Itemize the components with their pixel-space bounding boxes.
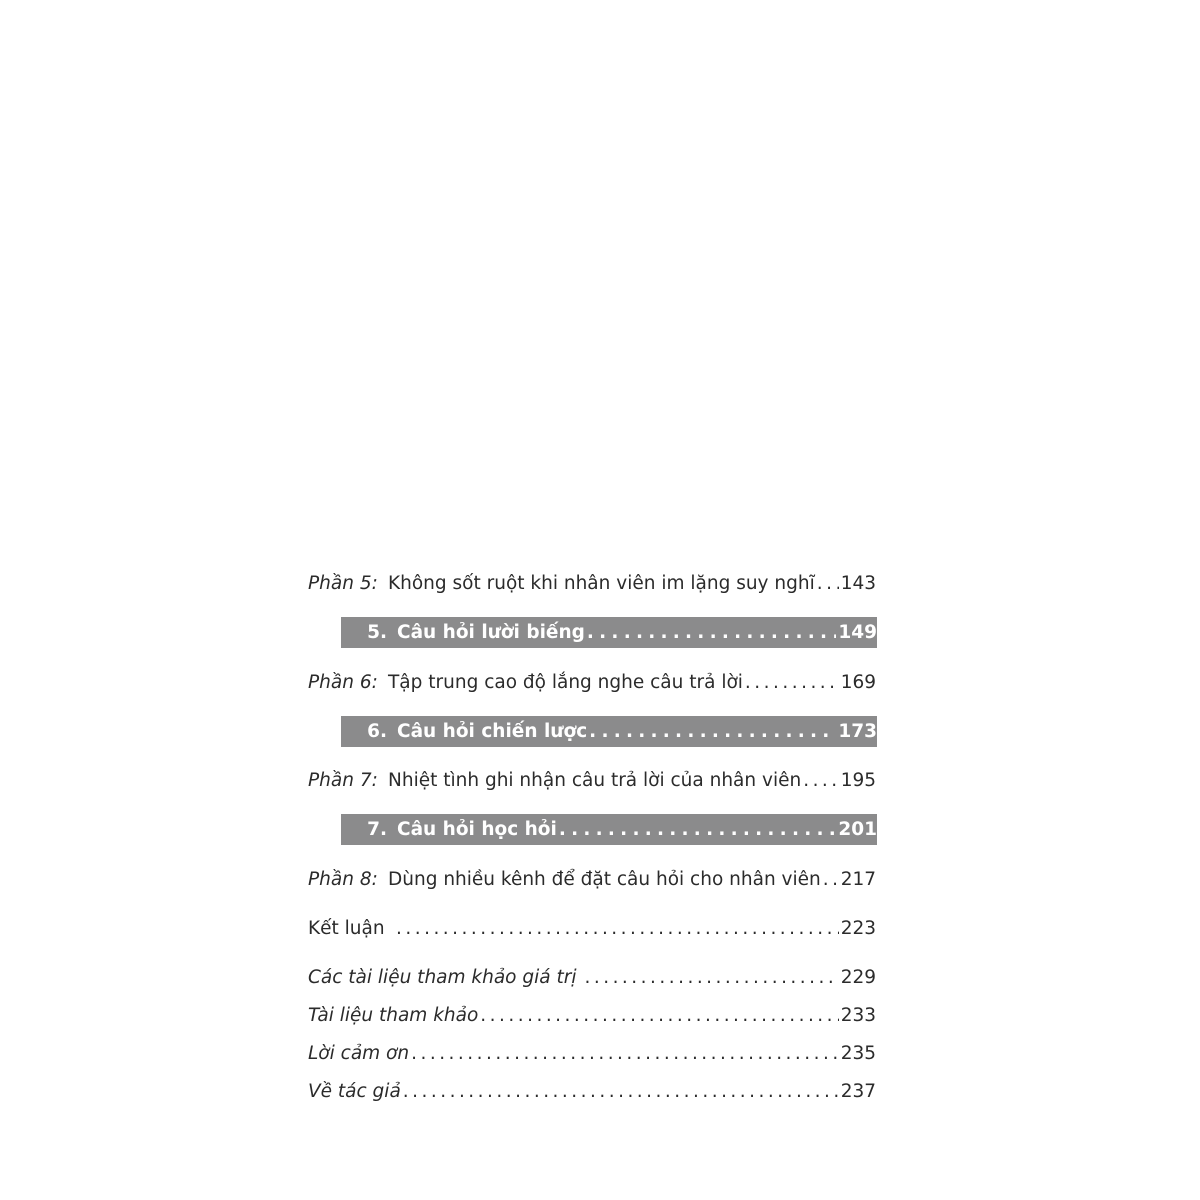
toc-entry-references [308,1000,876,1030]
entry-title: Tập trung cao độ lắng nghe câu trả lời [388,671,743,693]
page-number: 195 [840,769,876,791]
toc-entry-chapter-6 [341,716,877,747]
part-label: Phần 6: [308,671,378,693]
part-label: Phần 8: [308,868,378,890]
entry-title: Câu hỏi học hỏi [397,819,557,840]
dot-leader [803,770,838,791]
page-number: 201 [838,819,877,840]
dot-leader [411,1043,839,1064]
toc-entry-valuable-references [308,962,876,992]
chapter-number: 5. [367,622,387,643]
entry-title: Câu hỏi chiến lược [397,721,588,742]
page-number: 235 [840,1042,876,1064]
chapter-number: 7. [367,819,387,840]
dot-leader [817,573,839,594]
dot-leader [559,819,837,840]
page-number: 223 [840,917,876,939]
toc-entry-conclusion [308,913,876,943]
page-number: 173 [838,721,877,742]
dot-leader [745,672,839,693]
dot-leader [584,967,838,988]
chapter-number: 6. [367,721,387,742]
dot-leader [587,622,836,643]
entry-title: Các tài liệu tham khảo giá trị [308,966,577,988]
entry-title: Tài liệu tham khảo [308,1004,479,1026]
entry-title: Nhiệt tình ghi nhận câu trả lời của nhân viên [388,769,802,791]
page-number: 149 [838,622,877,643]
entry-title: Dùng nhiều kênh để đặt câu hỏi cho nhân viên [388,868,821,890]
dot-leader [480,1005,838,1026]
toc-entry-acknowledgements [308,1038,876,1068]
dot-leader [396,918,839,939]
page-number: 237 [840,1080,876,1102]
part-label: Phần 5: [308,572,378,594]
toc-entry-about-author [308,1076,876,1106]
entry-title: Lời cảm ơn [308,1042,410,1064]
toc-entry-part-7 [308,765,876,795]
toc-entry-part-5 [308,568,876,598]
entry-title: Về tác giả [308,1080,401,1102]
toc-entry-part-6 [308,667,876,697]
page-number: 169 [840,671,876,693]
page-number: 143 [840,572,876,594]
entry-title: Không sốt ruột khi nhân viên im lặng suy nghĩ [388,572,815,594]
toc-entry-chapter-5 [341,617,877,648]
entry-title: Kết luận [308,917,385,939]
toc-entry-chapter-7 [341,814,877,845]
toc-entry-part-8 [308,864,876,894]
page-number: 233 [840,1004,876,1026]
part-label: Phần 7: [308,769,378,791]
dot-leader [823,869,839,890]
page-number: 217 [840,868,876,890]
dot-leader [589,721,836,742]
entry-title: Câu hỏi lười biếng [397,622,585,643]
page-number: 229 [840,966,876,988]
dot-leader [403,1081,839,1102]
